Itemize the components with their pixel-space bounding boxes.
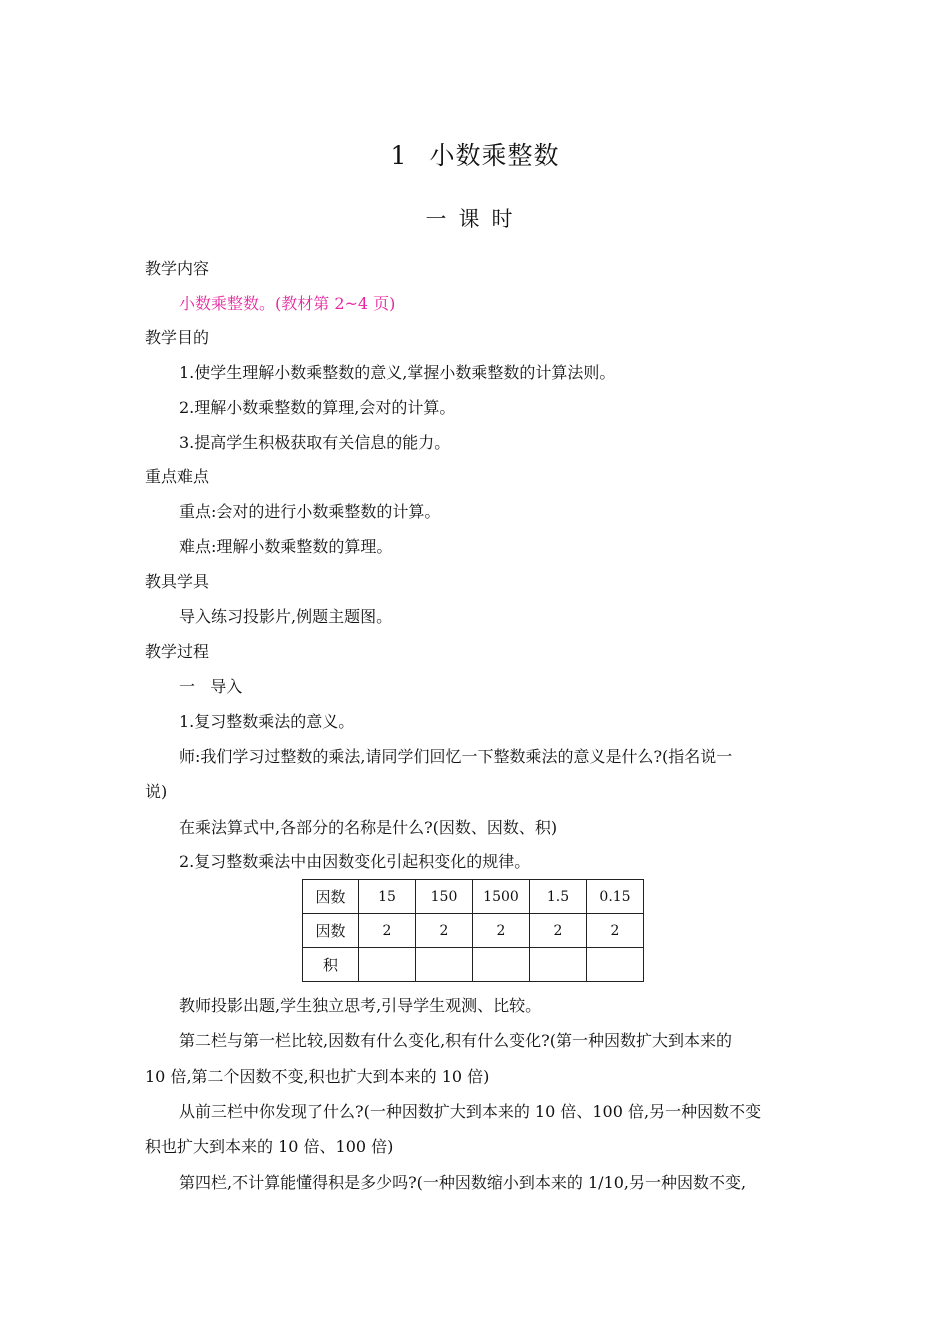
teacher-question-line-2: 说)	[145, 782, 168, 801]
table-cell: 2	[530, 914, 587, 948]
step-one-heading: 一 导入	[179, 677, 243, 696]
table-cell: 2	[473, 914, 530, 948]
goals-heading: 教学目的	[145, 328, 210, 347]
parts-question: 在乘法算式中,各部分的名称是什么?(因数、因数、积)	[179, 818, 558, 837]
key-point: 重点:会对的进行小数乘整数的计算。	[179, 502, 441, 521]
discover-line-2: 积也扩大到本来的 10 倍、100 倍)	[145, 1137, 394, 1156]
difficult-point: 难点:理解小数乘整数的算理。	[179, 537, 393, 556]
content-text: 小数乘整数。(教材第 2~4 页)	[179, 294, 396, 313]
review-item-2: 2.复习整数乘法中由因数变化引起积变化的规律。	[179, 852, 531, 871]
table-cell	[359, 948, 416, 982]
goal-item-3: 3.提高学生积极获取有关信息的能力。	[179, 433, 451, 452]
factor-table	[302, 879, 644, 982]
table-row	[303, 914, 644, 948]
content-heading: 教学内容	[145, 259, 210, 278]
table-cell: 0.15	[587, 880, 644, 914]
discover-line-1: 从前三栏中你发现了什么?(一种因数扩大到本来的 10 倍、100 倍,另一种因数不变	[179, 1102, 762, 1121]
lesson-subtitle: 一课时	[425, 207, 525, 231]
table-cell	[416, 948, 473, 982]
table-cell: 1.5	[530, 880, 587, 914]
table-row	[303, 880, 644, 914]
compare-line-2: 10 倍,第二个因数不变,积也扩大到本来的 10 倍)	[145, 1067, 490, 1086]
table-row	[303, 948, 644, 982]
review-item-1: 1.复习整数乘法的意义。	[179, 712, 355, 731]
tools-heading: 教具学具	[145, 572, 210, 591]
table-cell: 2	[416, 914, 473, 948]
goal-item-2: 2.理解小数乘整数的算理,会对的计算。	[179, 398, 456, 417]
table-cell: 2	[587, 914, 644, 948]
table-cell	[530, 948, 587, 982]
lesson-number: 1	[390, 141, 408, 170]
teacher-question-line-1: 师:我们学习过整数的乘法,请同学们回忆一下整数乘法的意义是什么?(指名说一	[179, 747, 733, 766]
row-label: 因数	[303, 914, 359, 948]
compare-line-1: 第二栏与第一栏比较,因数有什么变化,积有什么变化?(第一种因数扩大到本来的	[179, 1031, 732, 1050]
row-label: 积	[303, 948, 359, 982]
tools-text: 导入练习投影片,例题主题图。	[179, 607, 393, 626]
lesson-title	[0, 136, 950, 172]
table-cell: 1500	[473, 880, 530, 914]
table-cell	[587, 948, 644, 982]
goal-item-1: 1.使学生理解小数乘整数的意义,掌握小数乘整数的计算法则。	[179, 363, 616, 382]
table-cell: 150	[416, 880, 473, 914]
table-cell: 2	[359, 914, 416, 948]
lesson-title-text: 小数乘整数	[429, 141, 560, 170]
process-heading: 教学过程	[145, 642, 210, 661]
table-cell: 15	[359, 880, 416, 914]
after-table-text: 教师投影出题,学生独立思考,引导学生观测、比较。	[179, 996, 542, 1015]
key-points-heading: 重点难点	[145, 467, 210, 486]
table-cell	[473, 948, 530, 982]
row-label: 因数	[303, 880, 359, 914]
fourth-column-line-1: 第四栏,不计算能懂得积是多少吗?(一种因数缩小到本来的 1/10,另一种因数不变,	[179, 1173, 747, 1192]
